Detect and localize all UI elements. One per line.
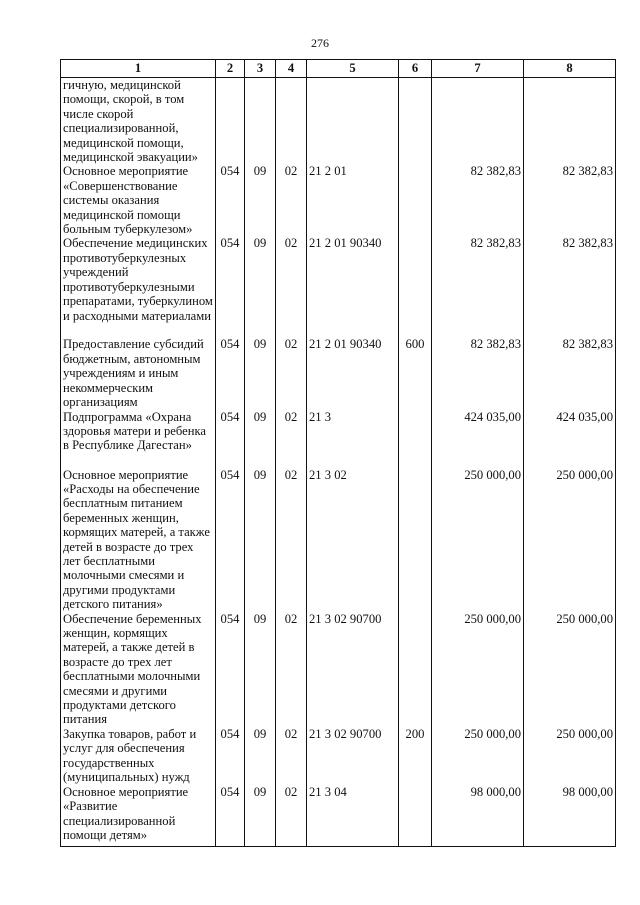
row-name: Основное мероприятие «Расходы на обеспечение бесплатным питанием беременных женщин, кормящих матерей, а также детей в возрасте до трех лет бесплатными молочными смесями и другими продуктами детского питания» [61, 468, 216, 612]
expense-type-code [399, 236, 432, 337]
target-article-code: 21 2 01 [307, 164, 399, 236]
table-row [61, 785, 616, 847]
subsection-code [276, 78, 307, 165]
row-name: Подпрограмма «Охрана здоровья матери и ребенка в Республике Дагестан» [61, 410, 216, 468]
target-article-code [307, 78, 399, 165]
table-row [61, 468, 616, 612]
subsection-code: 02 [276, 164, 307, 236]
amount-year-1: 250 000,00 [432, 612, 524, 727]
target-article-code: 21 3 [307, 410, 399, 468]
section-code: 09 [245, 236, 276, 337]
column-header: 7 [432, 60, 524, 78]
ministry-code: 054 [216, 337, 245, 409]
expense-type-code [399, 78, 432, 165]
expense-type-code [399, 410, 432, 468]
amount-year-2: 82 382,83 [524, 236, 616, 337]
amount-year-2: 82 382,83 [524, 164, 616, 236]
table-row [61, 164, 616, 236]
ministry-code: 054 [216, 785, 245, 847]
column-header: 4 [276, 60, 307, 78]
row-name: Обеспечение беременных женщин, кормящих матерей, а также детей в возрасте до трех лет бесплатными молочными смесями и другими продуктами детского питания [61, 612, 216, 727]
expense-type-code [399, 785, 432, 847]
table-header-row [61, 60, 616, 78]
expense-type-code: 600 [399, 337, 432, 409]
ministry-code [216, 78, 245, 165]
target-article-code: 21 3 02 90700 [307, 612, 399, 727]
amount-year-2: 82 382,83 [524, 337, 616, 409]
section-code: 09 [245, 337, 276, 409]
amount-year-2: 98 000,00 [524, 785, 616, 847]
ministry-code: 054 [216, 727, 245, 785]
table-row [61, 236, 616, 337]
section-code: 09 [245, 612, 276, 727]
budget-table [60, 59, 616, 847]
target-article-code: 21 3 02 [307, 468, 399, 612]
row-name: Обеспечение медицинских противотуберкулезных учреждений противотуберкулезными препаратами, туберкулином и расходными материалами [61, 236, 216, 337]
table-row [61, 410, 616, 468]
page-number: 276 [311, 36, 329, 50]
column-header: 6 [399, 60, 432, 78]
section-code: 09 [245, 410, 276, 468]
subsection-code: 02 [276, 612, 307, 727]
section-code: 09 [245, 468, 276, 612]
column-header: 8 [524, 60, 616, 78]
target-article-code: 21 2 01 90340 [307, 337, 399, 409]
subsection-code: 02 [276, 727, 307, 785]
row-name: Предоставление субсидий бюджетным, автономным учреждениям и иным некоммерческим организациям [61, 337, 216, 409]
table-row [61, 727, 616, 785]
amount-year-1: 250 000,00 [432, 468, 524, 612]
amount-year-1: 82 382,83 [432, 236, 524, 337]
ministry-code: 054 [216, 410, 245, 468]
subsection-code: 02 [276, 410, 307, 468]
expense-type-code [399, 164, 432, 236]
ministry-code: 054 [216, 236, 245, 337]
subsection-code: 02 [276, 236, 307, 337]
amount-year-2: 424 035,00 [524, 410, 616, 468]
section-code: 09 [245, 164, 276, 236]
column-header: 2 [216, 60, 245, 78]
section-code: 09 [245, 785, 276, 847]
expense-type-code: 200 [399, 727, 432, 785]
subsection-code: 02 [276, 337, 307, 409]
column-header: 1 [61, 60, 216, 78]
table-row [61, 337, 616, 409]
amount-year-1 [432, 78, 524, 165]
target-article-code: 21 3 02 90700 [307, 727, 399, 785]
amount-year-1: 424 035,00 [432, 410, 524, 468]
section-code: 09 [245, 727, 276, 785]
target-article-code: 21 2 01 90340 [307, 236, 399, 337]
section-code [245, 78, 276, 165]
amount-year-2 [524, 78, 616, 165]
row-name: Закупка товаров, работ и услуг для обеспечения государственных (муниципальных) нужд [61, 727, 216, 785]
amount-year-1: 82 382,83 [432, 337, 524, 409]
row-name: Основное мероприятие «Совершенствование системы оказания медицинской помощи больным туберкулезом» [61, 164, 216, 236]
row-name: гичную, медицинской помощи, скорой, в том числе скорой специализированной, медицинской помощи, медицинской эвакуации» [61, 78, 216, 165]
row-name: Основное мероприятие «Развитие специализированной помощи детям» [61, 785, 216, 847]
amount-year-1: 250 000,00 [432, 727, 524, 785]
table-row [61, 78, 616, 165]
amount-year-1: 98 000,00 [432, 785, 524, 847]
ministry-code: 054 [216, 164, 245, 236]
amount-year-2: 250 000,00 [524, 468, 616, 612]
subsection-code: 02 [276, 468, 307, 612]
column-header: 5 [307, 60, 399, 78]
target-article-code: 21 3 04 [307, 785, 399, 847]
column-header: 3 [245, 60, 276, 78]
subsection-code: 02 [276, 785, 307, 847]
expense-type-code [399, 612, 432, 727]
ministry-code: 054 [216, 612, 245, 727]
amount-year-2: 250 000,00 [524, 612, 616, 727]
expense-type-code [399, 468, 432, 612]
ministry-code: 054 [216, 468, 245, 612]
table-row [61, 612, 616, 727]
amount-year-2: 250 000,00 [524, 727, 616, 785]
amount-year-1: 82 382,83 [432, 164, 524, 236]
